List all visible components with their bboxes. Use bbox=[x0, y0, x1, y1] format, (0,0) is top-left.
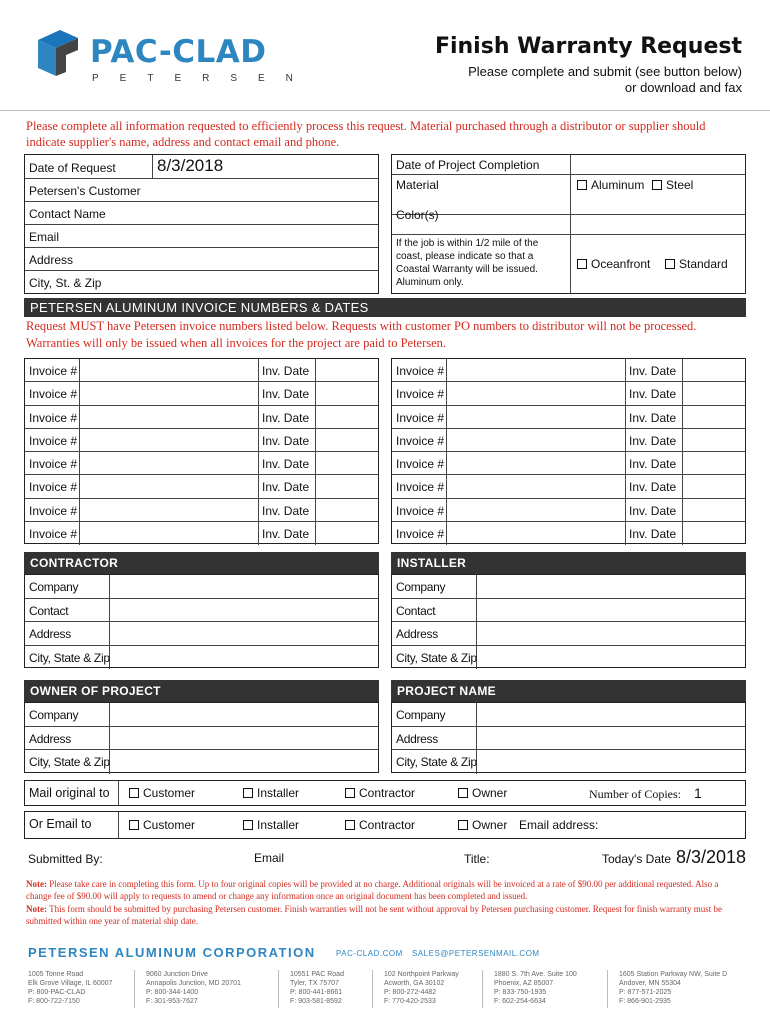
divider bbox=[625, 452, 626, 474]
email-label: Email bbox=[29, 230, 60, 244]
field-row bbox=[392, 599, 745, 623]
invoice-number-label: Invoice # bbox=[396, 387, 445, 402]
email-owner-checkbox[interactable]: Owner bbox=[458, 818, 507, 832]
field-input[interactable] bbox=[477, 599, 745, 622]
invoice-date-input[interactable] bbox=[316, 359, 378, 381]
divider bbox=[625, 475, 626, 497]
divider bbox=[258, 406, 259, 428]
invoice-number-label: Invoice # bbox=[29, 364, 78, 378]
note-1: Note: Please take care in completing this form. Up to four original copies will be provided at no charge. Additional originals will be invoiced at a rate of $90.00 per additional requested. Also a change fee of $90.00 will apply to requests to amend or change any information once an original document has been completed and issued. bbox=[26, 879, 719, 901]
footer-address bbox=[290, 970, 344, 1006]
invoice-date-label: Inv. Date bbox=[262, 410, 310, 425]
material-steel-checkbox[interactable]: Steel bbox=[652, 178, 693, 192]
footer-address-line: 1880 S. 7th Ave. Suite 100 bbox=[494, 971, 577, 978]
divider bbox=[258, 429, 259, 451]
invoice-number-label: Invoice # bbox=[29, 480, 78, 495]
mail-installer-checkbox[interactable]: Installer bbox=[243, 786, 299, 800]
invoice-date-input[interactable] bbox=[316, 499, 378, 521]
invoice-date-input[interactable] bbox=[316, 522, 378, 545]
field-label: Company bbox=[396, 708, 446, 722]
invoice-date-label: Inv. Date bbox=[629, 526, 677, 541]
invoice-number-input[interactable] bbox=[447, 382, 624, 404]
owner-header: OWNER OF PROJECT bbox=[24, 680, 379, 702]
checkbox-icon bbox=[345, 788, 355, 798]
owner-section bbox=[24, 702, 379, 773]
invoice-row bbox=[25, 406, 378, 429]
page-title: Finish Warranty Request bbox=[434, 34, 742, 59]
invoice-date-label: Inv. Date bbox=[629, 410, 677, 425]
footer-address-line: P: 800-441-8661 bbox=[290, 989, 343, 996]
footer-divider bbox=[372, 970, 373, 1008]
footer-address-line: F: 301-953-7627 bbox=[146, 998, 198, 1005]
invoice-date-input[interactable] bbox=[683, 382, 745, 404]
field-label: Company bbox=[396, 580, 446, 594]
field-label: Contact bbox=[29, 603, 69, 618]
email-to-row bbox=[24, 811, 746, 839]
field-row bbox=[392, 703, 745, 727]
checkbox-icon bbox=[345, 820, 355, 830]
invoice-date-input[interactable] bbox=[683, 359, 745, 381]
note-2: Note: This form should be submitted by purchasing Petersen customer. Finish warranties will not be sent without approval by Petersen purchasing customer. Request for finish warranty must be submitted within one year of material ship date. bbox=[26, 904, 722, 926]
invoice-date-input[interactable] bbox=[316, 475, 378, 497]
invoice-number-input[interactable] bbox=[447, 522, 624, 545]
submitted-by-label: Submitted By: bbox=[28, 852, 103, 866]
checkbox-icon bbox=[243, 788, 253, 798]
field-label: City, State & Zip bbox=[29, 650, 110, 665]
contractor-section bbox=[24, 574, 379, 668]
address-label: Address bbox=[29, 253, 74, 267]
field-row bbox=[25, 599, 378, 623]
copies-label: Number of Copies: bbox=[589, 787, 681, 801]
invoice-number-input[interactable] bbox=[447, 406, 624, 428]
invoice-row bbox=[25, 429, 378, 452]
field-row bbox=[392, 622, 745, 646]
footer-address-line: P: 800-344-1400 bbox=[146, 989, 199, 996]
divider bbox=[625, 499, 626, 521]
footer-address-line: P: 877-571-2025 bbox=[619, 989, 672, 996]
invoice-row bbox=[392, 475, 745, 498]
material-aluminum-checkbox[interactable]: Aluminum bbox=[577, 178, 644, 192]
installer-header: INSTALLER bbox=[391, 552, 746, 574]
divider bbox=[625, 382, 626, 404]
field-input[interactable] bbox=[477, 750, 745, 774]
field-input[interactable] bbox=[477, 622, 745, 645]
oceanfront-checkbox[interactable]: Oceanfront bbox=[577, 257, 650, 271]
invoice-number-input[interactable] bbox=[447, 452, 624, 474]
logo-cube-icon bbox=[36, 28, 80, 78]
footer-address-line: 1605 Station Parkway NW, Suite D bbox=[619, 971, 728, 978]
logo bbox=[36, 28, 80, 83]
invoice-note: Request MUST have Petersen invoice numbers listed below. Requests with customer PO numbers to distributor will not be processed. Warranties will only be issued when all invoices for the project are paid to Petersen. bbox=[26, 319, 697, 350]
invoice-row bbox=[392, 522, 745, 545]
invoice-date-label: Inv. Date bbox=[629, 387, 677, 402]
invoice-number-label: Invoice # bbox=[396, 526, 445, 541]
invoice-row bbox=[392, 499, 745, 522]
footer-address bbox=[619, 970, 727, 1006]
footer-address bbox=[146, 970, 241, 1006]
invoice-date-label: Inv. Date bbox=[262, 433, 310, 448]
footer-address-line: P: 833-750-1935 bbox=[494, 989, 547, 996]
intro-text: Please complete all information requested to efficiently process this request. Material purchased through a distributor or supplier should indicate supplier's name, address and contact email and phone. bbox=[26, 119, 706, 149]
footer-address-line: Annapolis Junction, MD 20701 bbox=[146, 980, 241, 987]
invoice-number-label: Invoice # bbox=[396, 503, 445, 518]
checkbox-icon bbox=[129, 820, 139, 830]
coastal-note: If the job is within 1/2 mile of the coast, please indicate so that a Coastal Warranty will be issued. Aluminum only. bbox=[396, 238, 539, 288]
invoice-number-label: Invoice # bbox=[29, 503, 78, 518]
page-subtitle-2: or download and fax bbox=[624, 80, 742, 95]
invoice-date-label: Inv. Date bbox=[262, 364, 310, 378]
invoice-date-input[interactable] bbox=[316, 429, 378, 451]
invoice-date-input[interactable] bbox=[683, 522, 745, 545]
invoice-number-label: Invoice # bbox=[29, 433, 78, 448]
field-row bbox=[25, 703, 378, 727]
city-label: City, St. & Zip bbox=[29, 276, 102, 290]
divider bbox=[625, 522, 626, 545]
field-row bbox=[25, 646, 378, 670]
email-contractor-checkbox[interactable]: Contractor bbox=[345, 818, 415, 832]
checkbox-icon bbox=[129, 788, 139, 798]
footer-company: PETERSEN ALUMINUM CORPORATION bbox=[28, 945, 316, 960]
project-name-section bbox=[391, 702, 746, 773]
invoice-date-input[interactable] bbox=[683, 429, 745, 451]
invoice-number-input[interactable] bbox=[80, 452, 257, 474]
email-to-label: Or Email to bbox=[29, 817, 92, 831]
field-label: Address bbox=[29, 627, 71, 641]
invoice-number-label: Invoice # bbox=[396, 364, 445, 378]
invoice-date-label: Inv. Date bbox=[262, 526, 310, 541]
invoice-number-input[interactable] bbox=[80, 406, 257, 428]
invoice-date-label: Inv. Date bbox=[262, 480, 310, 495]
field-row bbox=[25, 727, 378, 751]
header-divider bbox=[0, 110, 770, 111]
footer-address-line: 9060 Junction Drive bbox=[146, 971, 208, 978]
footer-address-line: Phoenix, AZ 85007 bbox=[494, 980, 554, 987]
invoice-row bbox=[25, 522, 378, 545]
footer-divider bbox=[278, 970, 279, 1008]
invoice-row bbox=[392, 429, 745, 452]
invoice-number-label: Invoice # bbox=[396, 410, 445, 425]
checkbox-icon bbox=[652, 180, 662, 190]
invoice-date-label: Inv. Date bbox=[629, 433, 677, 448]
mail-original-row bbox=[24, 780, 746, 806]
field-input[interactable] bbox=[110, 750, 378, 774]
field-input[interactable] bbox=[110, 646, 378, 670]
checkbox-icon bbox=[243, 820, 253, 830]
invoice-number-input[interactable] bbox=[80, 429, 257, 451]
field-label: Address bbox=[29, 731, 71, 746]
field-input[interactable] bbox=[110, 703, 378, 726]
invoice-date-label: Inv. Date bbox=[262, 457, 310, 471]
field-input[interactable] bbox=[110, 727, 378, 750]
invoice-number-input[interactable] bbox=[80, 522, 257, 545]
completion-date-label: Date of Project Completion bbox=[396, 158, 540, 172]
field-label: Contact bbox=[396, 603, 436, 618]
divider bbox=[258, 359, 259, 381]
email-installer-checkbox[interactable]: Installer bbox=[243, 818, 299, 832]
submitter-email-label: Email bbox=[254, 851, 285, 865]
field-row bbox=[392, 727, 745, 751]
divider bbox=[625, 359, 626, 381]
invoice-date-label: Inv. Date bbox=[629, 457, 677, 471]
field-input[interactable] bbox=[477, 727, 745, 750]
field-row bbox=[392, 750, 745, 774]
invoice-date-input[interactable] bbox=[683, 499, 745, 521]
invoice-number-label: Invoice # bbox=[396, 433, 445, 448]
checkbox-icon bbox=[458, 788, 468, 798]
invoice-number-label: Invoice # bbox=[29, 457, 78, 471]
invoice-date-input[interactable] bbox=[316, 406, 378, 428]
todays-date-value[interactable]: 8/3/2018 bbox=[676, 847, 747, 867]
standard-checkbox[interactable]: Standard bbox=[665, 257, 728, 271]
divider bbox=[258, 475, 259, 497]
footer-address-line: F: 602-254-6634 bbox=[494, 998, 546, 1005]
invoice-number-input[interactable] bbox=[80, 475, 257, 497]
date-of-request-value[interactable]: 8/3/2018 bbox=[157, 156, 224, 175]
footer-addresses bbox=[0, 970, 770, 1010]
installer-section bbox=[391, 574, 746, 668]
field-label: City, State & Zip bbox=[29, 755, 110, 770]
date-of-request-label: Date of Request bbox=[29, 161, 116, 175]
field-label: Address bbox=[396, 731, 438, 746]
invoice-row bbox=[392, 382, 745, 405]
invoice-row bbox=[25, 382, 378, 405]
invoice-number-label: Invoice # bbox=[29, 410, 78, 425]
invoice-date-label: Inv. Date bbox=[262, 387, 310, 402]
customer-label: Petersen's Customer bbox=[29, 184, 141, 198]
footer-address-line: F: 800-722-7150 bbox=[28, 998, 80, 1005]
footer-email-link[interactable]: SALES@PETERSENMAIL.COM bbox=[412, 949, 540, 958]
material-label: Material bbox=[396, 178, 439, 192]
divider bbox=[258, 499, 259, 521]
invoice-date-label: Inv. Date bbox=[629, 364, 677, 378]
field-label: Address bbox=[396, 627, 438, 641]
invoice-date-input[interactable] bbox=[683, 452, 745, 474]
field-row bbox=[25, 622, 378, 646]
project-name-header: PROJECT NAME bbox=[391, 680, 746, 702]
footer-address-line: P: 800-272-4482 bbox=[384, 989, 437, 996]
email-address-label: Email address: bbox=[519, 818, 599, 832]
field-input[interactable] bbox=[477, 646, 745, 670]
checkbox-icon bbox=[665, 259, 675, 269]
field-input[interactable] bbox=[110, 599, 378, 622]
field-input[interactable] bbox=[110, 622, 378, 645]
footer-divider bbox=[134, 970, 135, 1008]
invoice-date-input[interactable] bbox=[316, 382, 378, 404]
footer-address-line: Acworth, GA 30102 bbox=[384, 980, 445, 987]
checkbox-icon bbox=[577, 180, 587, 190]
copies-value[interactable]: 1 bbox=[694, 785, 702, 801]
page-subtitle-1: Please complete and submit (see button below) bbox=[468, 64, 742, 79]
checkbox-icon bbox=[458, 820, 468, 830]
footer-address-line: Andover, MN 55304 bbox=[619, 980, 681, 987]
invoice-row bbox=[392, 359, 745, 382]
invoice-date-label: Inv. Date bbox=[629, 480, 677, 495]
divider bbox=[258, 452, 259, 474]
field-label: City, State & Zip bbox=[396, 755, 477, 770]
email-customer-checkbox[interactable]: Customer bbox=[129, 818, 195, 832]
invoice-row bbox=[25, 475, 378, 498]
footer-address-line: Elk Grove Village, IL 60007 bbox=[28, 980, 113, 987]
footer-divider bbox=[482, 970, 483, 1008]
colors-label: Color(s) bbox=[396, 208, 439, 222]
invoice-table-left bbox=[24, 358, 379, 544]
field-label: Company bbox=[29, 708, 79, 722]
invoice-number-input[interactable] bbox=[80, 359, 257, 381]
field-input[interactable] bbox=[110, 575, 378, 598]
invoice-date-label: Inv. Date bbox=[262, 503, 310, 518]
invoice-row bbox=[25, 359, 378, 382]
footer-address-line: 1005 Tonne Road bbox=[28, 971, 84, 978]
footer-address-line: F: 770-420-2533 bbox=[384, 998, 436, 1005]
invoice-number-input[interactable] bbox=[80, 499, 257, 521]
invoice-number-label: Invoice # bbox=[29, 387, 78, 402]
footer-address-line: F: 866-901-2935 bbox=[619, 998, 671, 1005]
invoice-number-input[interactable] bbox=[447, 499, 624, 521]
todays-date-label: Today's Date bbox=[602, 852, 671, 866]
footer-address bbox=[494, 970, 577, 1006]
field-row bbox=[25, 575, 378, 599]
project-section bbox=[391, 154, 746, 294]
footer-address-line: P: 800-PAC-CLAD bbox=[28, 989, 86, 996]
invoice-row bbox=[392, 406, 745, 429]
invoice-number-input[interactable] bbox=[447, 359, 624, 381]
divider bbox=[625, 406, 626, 428]
invoice-number-label: Invoice # bbox=[396, 480, 445, 495]
mail-owner-checkbox[interactable]: Owner bbox=[458, 786, 507, 800]
invoice-number-input[interactable] bbox=[80, 382, 257, 404]
invoice-date-label: Inv. Date bbox=[629, 503, 677, 518]
field-row bbox=[25, 750, 378, 774]
invoice-date-input[interactable] bbox=[683, 475, 745, 497]
field-input[interactable] bbox=[477, 703, 745, 726]
footer-divider bbox=[607, 970, 608, 1008]
divider bbox=[258, 382, 259, 404]
field-label: City, State & Zip bbox=[396, 650, 477, 665]
invoice-number-input[interactable] bbox=[447, 475, 624, 497]
footer-address-line: 102 Northpoint Parkway bbox=[384, 971, 459, 978]
logo-name: PAC-CLAD bbox=[90, 34, 267, 70]
field-row bbox=[392, 646, 745, 670]
field-row bbox=[392, 575, 745, 599]
invoice-date-input[interactable] bbox=[316, 452, 378, 474]
mail-original-label: Mail original to bbox=[29, 786, 110, 800]
footer-address-line: F: 903-581-8592 bbox=[290, 998, 342, 1005]
footer-address-line: Tyler, TX 75707 bbox=[290, 980, 339, 987]
footer-address-line: 10551 PAC Road bbox=[290, 971, 344, 978]
invoice-section-header: PETERSEN ALUMINUM INVOICE NUMBERS & DATES bbox=[24, 298, 746, 317]
mail-customer-checkbox[interactable]: Customer bbox=[129, 786, 195, 800]
divider bbox=[258, 522, 259, 545]
divider bbox=[625, 429, 626, 451]
invoice-row bbox=[25, 499, 378, 522]
footer-address bbox=[28, 970, 112, 1006]
logo-sub: PETERSEN bbox=[92, 73, 314, 84]
field-input[interactable] bbox=[477, 575, 745, 598]
invoice-table-right bbox=[391, 358, 746, 544]
invoice-number-label: Invoice # bbox=[29, 526, 78, 541]
checkbox-icon bbox=[577, 259, 587, 269]
footer-site-link[interactable]: PAC-CLAD.COM bbox=[336, 949, 403, 958]
title-label: Title: bbox=[464, 852, 490, 866]
customer-section bbox=[24, 154, 379, 294]
footer-address bbox=[384, 970, 459, 1006]
invoice-row bbox=[392, 452, 745, 475]
contractor-header: CONTRACTOR bbox=[24, 552, 379, 574]
mail-contractor-checkbox[interactable]: Contractor bbox=[345, 786, 415, 800]
contact-name-label: Contact Name bbox=[29, 207, 106, 221]
invoice-number-label: Invoice # bbox=[396, 457, 445, 471]
invoice-row bbox=[25, 452, 378, 475]
invoice-date-input[interactable] bbox=[683, 406, 745, 428]
invoice-number-input[interactable] bbox=[447, 429, 624, 451]
field-label: Company bbox=[29, 580, 79, 594]
